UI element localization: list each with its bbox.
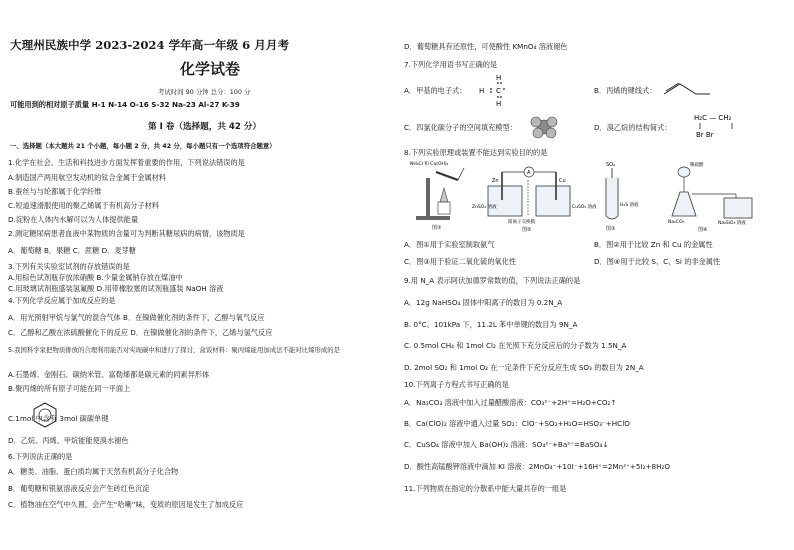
bromoethane-br: Br Br — [696, 131, 714, 139]
q6-option-c: C．植物油在空气中久置，会产生“哈喇”味，变质的原因是发生了加成反应 — [8, 500, 244, 509]
question-5: 5.我国科学家把物质排放的合理利用能否对实现碳中和进行了探讨，盒饭材料：聚丙烯能用加成法不能对比烯形成的是 — [8, 346, 341, 354]
fig2-zn: Zn — [492, 178, 499, 184]
q9-option-b: B. 0°C、101kPa 下，11.2L 苯中单键的数目为 9N_A — [404, 320, 578, 329]
fig4-solution: Na₂SiO₃ 溶液 — [718, 221, 746, 226]
methyl-h-left: H — [479, 87, 485, 95]
question-11: 11.下列物质在指定的分散系中能大量共存的一组是 — [404, 484, 567, 493]
svg-text:A: A — [527, 170, 531, 176]
fig2-label: 图② — [522, 227, 532, 232]
bromoethane-figure — [692, 110, 752, 140]
fig2-cu: Cu — [559, 178, 566, 184]
exam-info: 考试时间 90 分钟 总分：100 分 — [158, 88, 251, 96]
q7-option-d: D．溴乙烷的结构简式： — [594, 123, 672, 132]
q3-options-ab: A.用棕色试剂瓶存放浓硝酸 B.少量金属钠存放在煤油中 — [8, 273, 183, 282]
atomic-masses: 可能用到的相对原子质量 H-1 N-14 O-16 S-32 Na-23 Al-27 K-39 — [10, 100, 240, 109]
question-3: 3.下列有关实验室试剂的存放错误的是 — [8, 262, 130, 271]
question-6: 6.下列说法正确的是 — [8, 452, 73, 461]
q9-option-c: C. 0.5mol CH₄ 和 1mol Cl₂ 在光照下充分反应后的分子数为 1.5N_A — [404, 341, 627, 350]
benzene-ring-figure — [32, 402, 58, 428]
q5-option-d: D．乙烷、丙烯、甲烷能能使溴水褪色 — [8, 436, 129, 445]
q8-option-d: D．图④用于比较 S、C、Si 的非金属性 — [594, 257, 721, 266]
ccl4-space-filling-figure — [529, 113, 559, 139]
part1-instructions: 一、选择题（本大题共 21 个小题，每小题 2 分，共 42 分，每小题只有一个选项符合题意） — [10, 142, 276, 150]
q6-option-a: A．糖类、油脂、蛋白质均属于天然有机高分子化合物 — [8, 467, 179, 476]
q1-option-a: A.制造国产两用航空发动机的钛合金属于金属材料 — [8, 173, 167, 182]
q3-options-cd: C.用玻璃试剂瓶盛装氢氟酸 D.用带橡胶塞的试剂瓶盛装 NaOH 溶液 — [8, 284, 224, 293]
fig3-gas: SO₂ — [606, 162, 616, 168]
q8-option-a: A．图①用于实验室制取氨气 — [404, 240, 495, 249]
q9-option-d: D. 2mol SO₂ 和 1mol O₂ 在一定条件下充分反应生成 SO₃ 的数目为 2N_A — [404, 363, 644, 372]
question-1: 1.化学在社会、生活和科技进步方面发挥着重要的作用，下列说法错误的是 — [8, 158, 245, 167]
q6-option-d: D．葡萄糖具有还原性，可使酸性 KMnO₄ 溶液褪色 — [404, 42, 568, 51]
methyl-h-top: H — [496, 74, 502, 82]
q4-options-cd: C．乙醇和乙酸在浓硫酸催化下的反应 D．在镍做催化剂的条件下，乙烯与氢气反应 — [8, 328, 273, 337]
q6-option-b: B．葡萄糖和银氨溶液反应会产生砖红色沉淀 — [8, 484, 150, 493]
q4-options-ab: A．用光照射甲烷与氯气的混合气体 B．在镍做催化剂的条件下，乙醇与氧气反应 — [8, 313, 265, 322]
fig1-label: 图① — [432, 225, 442, 231]
q8-option-c: C．图③用于验证二氧化硫的氧化性 — [404, 257, 517, 266]
q10-option-c: C．CuSO₄ 溶液中加入 Ba(OH)₂ 溶液：SO₄²⁻+Ba²⁺=BaSO₄↓ — [404, 440, 609, 449]
methyl-c: C — [496, 87, 501, 95]
fig4-solid: Na₂CO₃ — [668, 220, 685, 225]
q10-option-d: D．酸性高锰酸钾溶液中滴加 KI 溶液：2MnO₄⁻+10I⁻+16H⁺=2Mn²⁺+5I₂+8H₂O — [404, 462, 671, 471]
fig4-label: 图④ — [698, 227, 708, 232]
bromoethane-formula: H₂C — CH₂ — [694, 114, 732, 122]
question-2: 2.测定糖尿病患者血液中某物质的含量可为判断其糖尿病的病情，该物质是 — [8, 229, 245, 238]
fig1-reagents: NH₄Cl 和 Ca(OH)₂ — [410, 162, 449, 167]
fig4-acid: 稀硫酸 — [690, 163, 704, 168]
apparatus-figure — [406, 158, 786, 232]
fig2-bridge: 阳离子交换膜 — [508, 220, 535, 225]
question-4: 4.下列化学反应属于加成反应的是 — [8, 296, 116, 305]
q5-option-a: A.石墨烯、金刚石、碳纳米管、富勒烯都是碳元素的同素异形体 — [8, 370, 210, 379]
q10-option-a: A．Na₂CO₃ 溶液中加入过量醋酸溶液：CO₃²⁻+2H⁺=H₂O+CO₂↑ — [404, 398, 617, 407]
q1-option-c: C.短道速滑服使用的聚乙烯属于有机高分子材料 — [8, 201, 160, 210]
fig3-label: 图③ — [606, 226, 616, 232]
methyl-h-bottom: H — [496, 100, 502, 108]
subject-title: 化学试卷 — [180, 60, 241, 78]
part1-heading: 第 I 卷（选择题，共 42 分） — [148, 122, 262, 132]
question-7: 7.下列化学用语书写正确的是 — [404, 60, 498, 69]
fig2-solution1: ZnSO₄ 溶液 — [472, 205, 497, 210]
q1-option-b: B.蚕丝与与纶都属于化学纤维 — [8, 187, 102, 196]
question-9: 9.用 N_A 表示阿伏加德罗常数的值，下列说法正确的是 — [404, 276, 581, 285]
q2-options: A．葡萄糖 B．果糖 C．蔗糖 D．麦芽糖 — [8, 246, 136, 255]
question-8: 8.下列实验原理或装置不能达到实验目的的是 — [404, 148, 548, 157]
question-10: 10.下列离子方程式书写正确的是 — [404, 380, 509, 389]
q9-option-a: A．12g NaHSO₄ 固体中阳离子的数目为 0.2N_A — [404, 298, 563, 307]
fig2-solution2: CuSO₄ 溶液 — [572, 205, 597, 210]
q10-option-b: B．Ca(ClO)₂ 溶液中通入过量 SO₂：ClO⁻+SO₂+H₂O=HSO₃⁻+HClO — [404, 419, 630, 428]
propene-skeletal-figure — [662, 80, 712, 98]
fig3-solution: H₂S 溶液 — [620, 203, 639, 208]
q5-option-c: C.1mol 中含有 3mol 碳碳单键 — [8, 414, 109, 423]
school-title: 大理州民族中学 2023-2024 学年高一年级 6 月月考 — [10, 38, 290, 52]
q5-option-b: B.聚丙烯的所有原子可能在同一平面上 — [8, 384, 131, 393]
q7-option-c: C．四氯化碳分子的空间填充模型： — [404, 123, 517, 132]
methyl-electron-figure — [474, 72, 522, 108]
q7-option-a: A．甲基的电子式： — [404, 86, 467, 95]
q7-option-b: B．丙烯的键线式： — [594, 86, 657, 95]
q1-option-d: D.淀粉在人体内水解可以为人体提供能量 — [8, 215, 139, 224]
q8-option-b: B．图②用于比较 Zn 和 Cu 的金属性 — [594, 240, 713, 249]
